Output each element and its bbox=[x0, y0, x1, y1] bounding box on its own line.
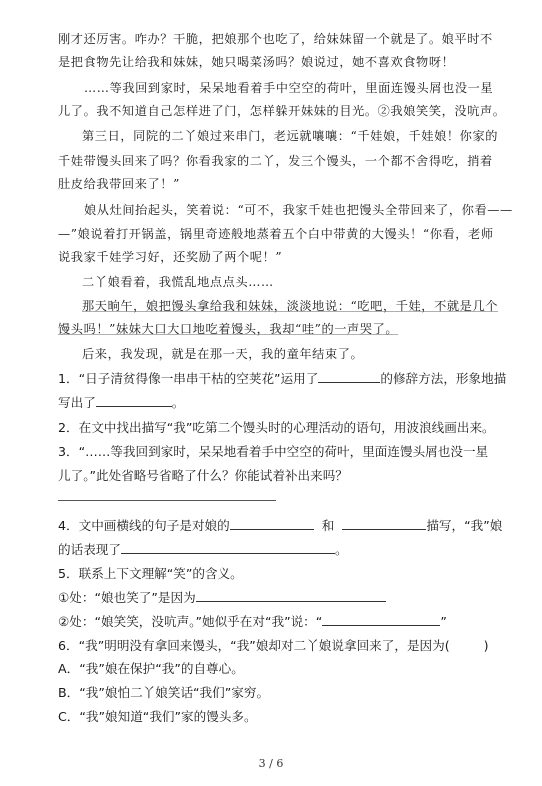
story-line: 第三日，同院的二丫娘过来串门，老远就嚷嚷：“千娃娘，千娃娘！你家的 bbox=[82, 129, 499, 143]
question-5-part-1 bbox=[58, 590, 386, 606]
question-text: 的修辞方法，形象地描 bbox=[380, 371, 507, 386]
answer-line[interactable] bbox=[58, 500, 276, 501]
question-1 bbox=[58, 371, 506, 387]
question-6 bbox=[58, 638, 489, 654]
question-text: ①处：“娘也笑了”是因为 bbox=[58, 590, 196, 605]
question-text: 1．“日子清贫得像一串串干枯的空荚花”运用了 bbox=[58, 371, 319, 386]
question-text: 写出了 bbox=[58, 395, 96, 410]
question-5: 5．联系上下文理解“笑”的含义。 bbox=[58, 566, 243, 581]
story-line: 说我家千娃学习好，还奖励了两个呢！” bbox=[58, 250, 283, 264]
story-line-underlined: 馒头吗！”妹妹大口大口地吃着馒头，我却“哇”的一声哭了。 bbox=[58, 322, 399, 336]
question-2: 2．在文中找出描写“我”吃第二个馒头时的心理活动的语句，用波浪线画出来。 bbox=[58, 420, 495, 435]
story-line: 儿了。我不知道自己怎样进了门，怎样躲开妹妹的目光。②我娘笑笑，没吭声。 bbox=[58, 104, 506, 118]
answer-blank[interactable] bbox=[318, 371, 380, 383]
page-number: 3 / 6 bbox=[258, 757, 284, 770]
story-line: 后来，我发现，就是在那一天，我的童年结束了。 bbox=[82, 347, 364, 361]
story-line: 二丫娘看着，我慌乱地点点头…… bbox=[82, 275, 274, 289]
answer-blank[interactable] bbox=[230, 518, 314, 530]
question-text: 4．文中画横线的句子是对娘的 bbox=[58, 518, 230, 533]
story-line: 娘从灶间抬起头，笑着说：“可不，我家千娃也把馒头全带回来了，你看—— bbox=[84, 203, 513, 217]
answer-blank[interactable] bbox=[96, 395, 172, 407]
question-text: ) bbox=[483, 638, 489, 653]
question-4-cont bbox=[58, 542, 348, 558]
story-line: —”娘说着打开锅盖，锅里奇迹般地蒸着五个白中带黄的大馒头！“你看，老师 bbox=[58, 227, 494, 241]
question-4 bbox=[58, 518, 502, 534]
question-text: 。 bbox=[334, 542, 348, 557]
story-line: 千娃带馒头回来了吗？你看我家的二丫，发三个馒头，一个都不舍得吃，捎着 bbox=[58, 154, 493, 168]
question-text: 的话表现了 bbox=[58, 542, 121, 557]
question-text: 6．“我”明明没有拿回来馒头，“我”娘却对二丫娘说拿回来了，是因为( bbox=[58, 638, 450, 653]
answer-blank[interactable] bbox=[196, 590, 386, 602]
option-a: A．“我”娘在保护“我”的自尊心。 bbox=[58, 661, 244, 676]
answer-blank[interactable] bbox=[322, 614, 440, 626]
question-3-cont: 儿了。”此处省略号省略了什么？你能试着补出来吗？ bbox=[58, 468, 348, 483]
option-c: C．“我”娘知道“我们”家的馒头多。 bbox=[58, 709, 257, 724]
answer-blank[interactable] bbox=[121, 542, 335, 554]
question-5-part-2 bbox=[58, 614, 447, 630]
question-text: 描写，“我”娘 bbox=[426, 518, 503, 533]
question-1-cont bbox=[58, 395, 184, 411]
story-line: 刚才还厉害。咋办？干脆，把娘那个也吃了，给妹妹留一个就是了。娘平时不 bbox=[58, 32, 493, 46]
story-line: ……等我回到家时，呆呆地看着手中空空的荷叶，里面连馒头屑也没一星 bbox=[84, 81, 494, 95]
story-line-underlined: 那天晌午，娘把馒头拿给我和妹妹，淡淡地说：“吃吧，千娃，不就是几个 bbox=[82, 299, 499, 313]
answer-blank[interactable] bbox=[342, 518, 426, 530]
question-text: 和 bbox=[321, 518, 335, 533]
story-line: 是把食物先让给我和妹妹，她只喝菜汤吗？娘说过，她不喜欢食物呀！ bbox=[58, 55, 455, 69]
question-text: ②处：“娘笑笑，没吭声。”她似乎在对“我”说：“ bbox=[58, 614, 323, 629]
story-line: 肚皮给我带回来了！” bbox=[58, 177, 180, 191]
option-b: B．“我”娘怕二丫娘笑话“我们”家穷。 bbox=[58, 685, 270, 700]
question-3: 3．“……等我回到家时，呆呆地看着手中空空的荷叶，里面连馒头屑也没一星 bbox=[58, 444, 489, 459]
question-text: ” bbox=[440, 614, 447, 629]
question-text: 。 bbox=[171, 395, 185, 410]
